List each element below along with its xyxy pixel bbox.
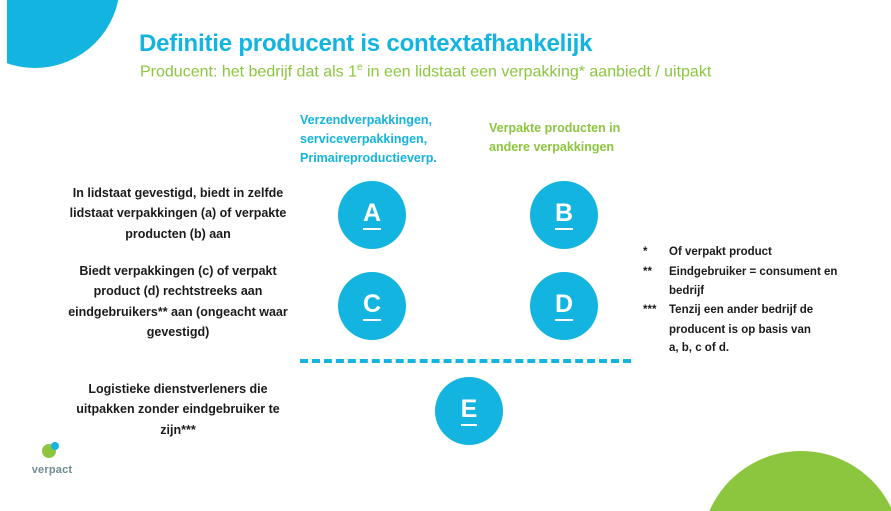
row-label-established-in-member-state: In lidstaat gevestigd, biedt in zelfde lidstaat verpakkingen (a) of verpakte producten (b) aan xyxy=(69,186,287,241)
node-circle-e-label: E xyxy=(461,396,478,425)
logo-text: verpact xyxy=(31,464,73,476)
node-circle-e[interactable] xyxy=(435,377,503,445)
decorative-green-corner xyxy=(701,451,891,511)
footnote-text: Tenzij een ander bedrijf de xyxy=(669,303,814,316)
node-circle-c-label: C xyxy=(363,291,381,320)
dashed-divider xyxy=(300,359,631,363)
footnote-item xyxy=(643,263,858,282)
footnote-text: Of verpakt product xyxy=(669,246,772,258)
row-label-direct-to-end-users: Biedt verpakkingen (c) of verpakt product (d) rechtstreeks aan eindgebruikers** aan (ongeacht waar gevestigd) xyxy=(68,264,288,339)
footnote-text: Eindgebruiker = consument en xyxy=(669,265,838,278)
row-label-logistics-providers: Logistieke dienstverleners die uitpakken zonder eindgebruiker te zijn*** xyxy=(76,382,280,437)
logo-dot-blue-icon xyxy=(51,442,59,450)
decorative-blue-corner xyxy=(0,0,120,68)
footnote-mark: ** xyxy=(643,265,652,278)
footnote-mark: * xyxy=(643,246,648,258)
footnote-continuation: producent is op basis van xyxy=(669,323,811,336)
footnotes-block xyxy=(643,243,858,358)
column-header-packed-products: Verpakte producten in andere verpakkingen xyxy=(489,121,621,154)
node-circle-c[interactable] xyxy=(338,272,406,340)
footnote-item xyxy=(643,243,858,262)
page-subtitle xyxy=(140,62,711,81)
subtitle-part-1: Producent: het bedrijf dat als 1 xyxy=(140,63,358,81)
subtitle-part-2: in een lidstaat een verpakking* aanbiedt / uitpakt xyxy=(362,63,712,81)
node-circle-b-label: B xyxy=(555,200,573,229)
node-circle-d[interactable] xyxy=(530,272,598,340)
footnote-continuation: bedrijf xyxy=(669,285,705,298)
subtitle-ordinal-suffix: e xyxy=(357,62,363,73)
node-circle-a-label: A xyxy=(363,200,381,229)
logo-dots-icon xyxy=(42,442,62,462)
verpact-logo xyxy=(22,442,82,476)
left-edge-strip xyxy=(0,0,7,511)
page-title: Definitie producent is contextafhankelijk xyxy=(139,30,593,57)
node-circle-a[interactable] xyxy=(338,181,406,249)
node-circle-b[interactable] xyxy=(530,181,598,249)
footnote-continuation: a, b, c of d. xyxy=(669,342,730,355)
footnote-mark: *** xyxy=(643,303,657,316)
node-circle-d-label: D xyxy=(555,291,573,320)
footnote-item xyxy=(643,301,858,320)
column-header-packaging: Verzendverpakkingen, serviceverpakkingen, Primaireproductieverp. xyxy=(300,113,437,165)
